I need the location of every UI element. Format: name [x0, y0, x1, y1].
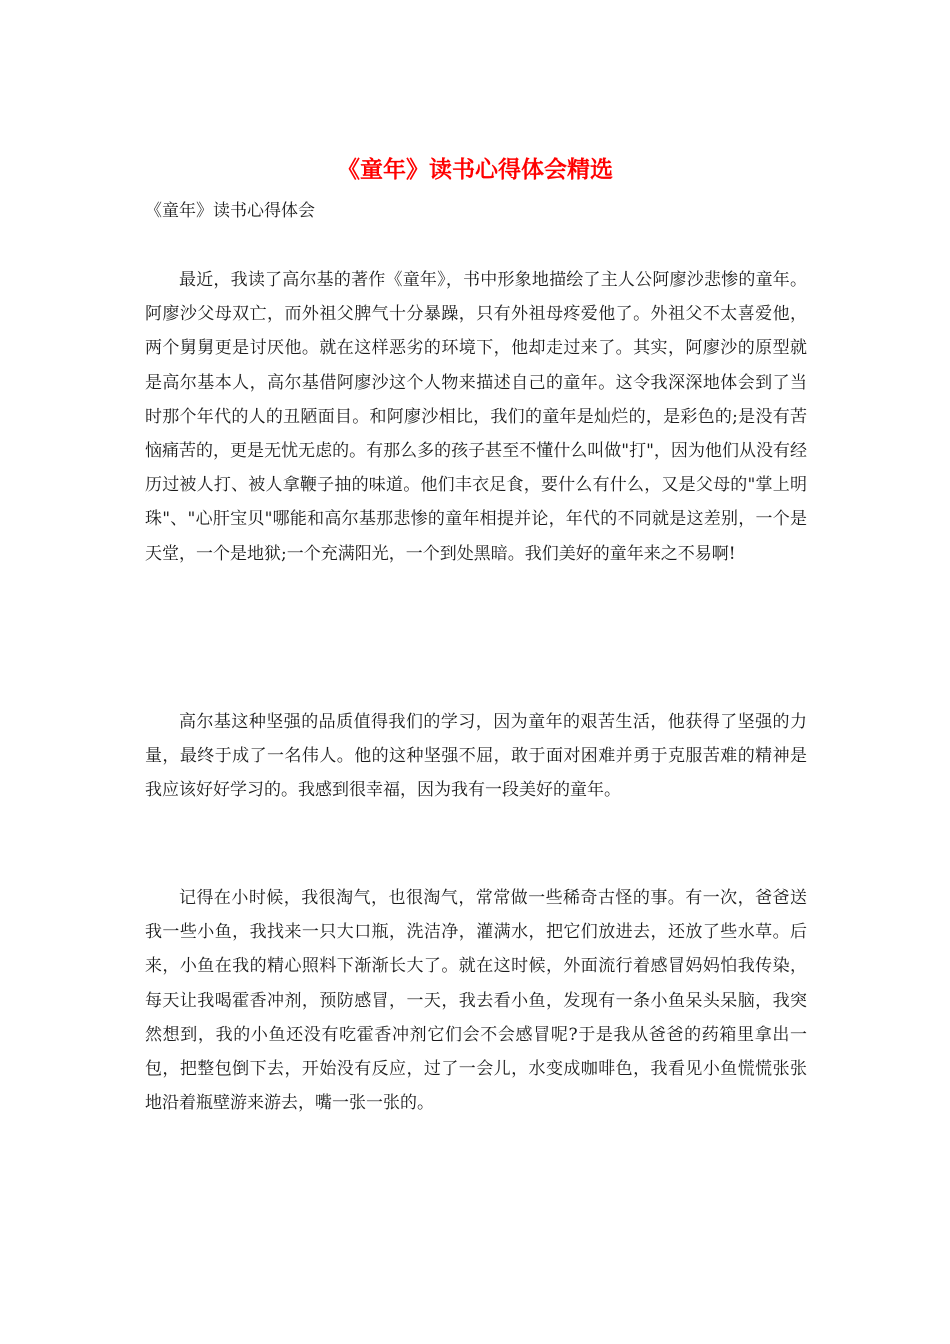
- document-subtitle: 《童年》读书心得体会: [145, 201, 315, 221]
- document-title: 《童年》读书心得体会精选: [337, 156, 613, 183]
- paragraph-1: 最近，我读了高尔基的著作《童年》，书中形象地描绘了主人公阿廖沙悲惨的童年。阿廖沙父母双亡，而外祖父脾气十分暴躁，只有外祖母疼爱他了。外祖父不太喜爱他，两个舅舅更是讨厌他。就在这样恶劣的环境下，他却走过来了。其实，阿廖沙的原型就是高尔基本人，高尔基借阿廖沙这个人物来描述自己的童年。这令我深深地体会到了当时那个年代的人的丑陋面目。和阿廖沙相比，我们的童年是灿烂的，是彩色的;是没有苦恼痛苦的，更是无忧无虑的。有那么多的孩子甚至不懂什么叫做"打"，因为他们从没有经历过被人打、被人拿鞭子抽的味道。他们丰衣足食，要什么有什么，又是父母的"掌上明珠"、"心肝宝贝"哪能和高尔基那悲惨的童年相提并论，年代的不同就是这差别，一个是天堂，一个是地狱;一个充满阳光，一个到处黑暗。我们美好的童年来之不易啊!: [145, 270, 807, 564]
- paragraph-2: 高尔基这种坚强的品质值得我们的学习，因为童年的艰苦生活，他获得了坚强的力量，最终于成了一名伟人。他的这种坚强不屈，敢于面对困难并勇于克服苦难的精神是我应该好好学习的。我感到很幸福，因为我有一段美好的童年。: [145, 712, 807, 801]
- paragraph-3: 记得在小时候，我很淘气，也很淘气，常常做一些稀奇古怪的事。有一次，爸爸送我一些小鱼，我找来一只大口瓶，洗洁净，灌满水，把它们放进去，还放了些水草。后来，小鱼在我的精心照料下渐渐长大了。就在这时候，外面流行着感冒妈妈怕我传染，每天让我喝霍香冲剂，预防感冒，一天，我去看小鱼，发现有一条小鱼呆头呆脑，我突然想到，我的小鱼还没有吃霍香冲剂它们会不会感冒呢?于是我从爸爸的药箱里拿出一包，把整包倒下去，开始没有反应，过了一会儿，水变成咖啡色，我看见小鱼慌慌张张地沿着瓶壁游来游去，嘴一张一张的。: [145, 888, 807, 1114]
